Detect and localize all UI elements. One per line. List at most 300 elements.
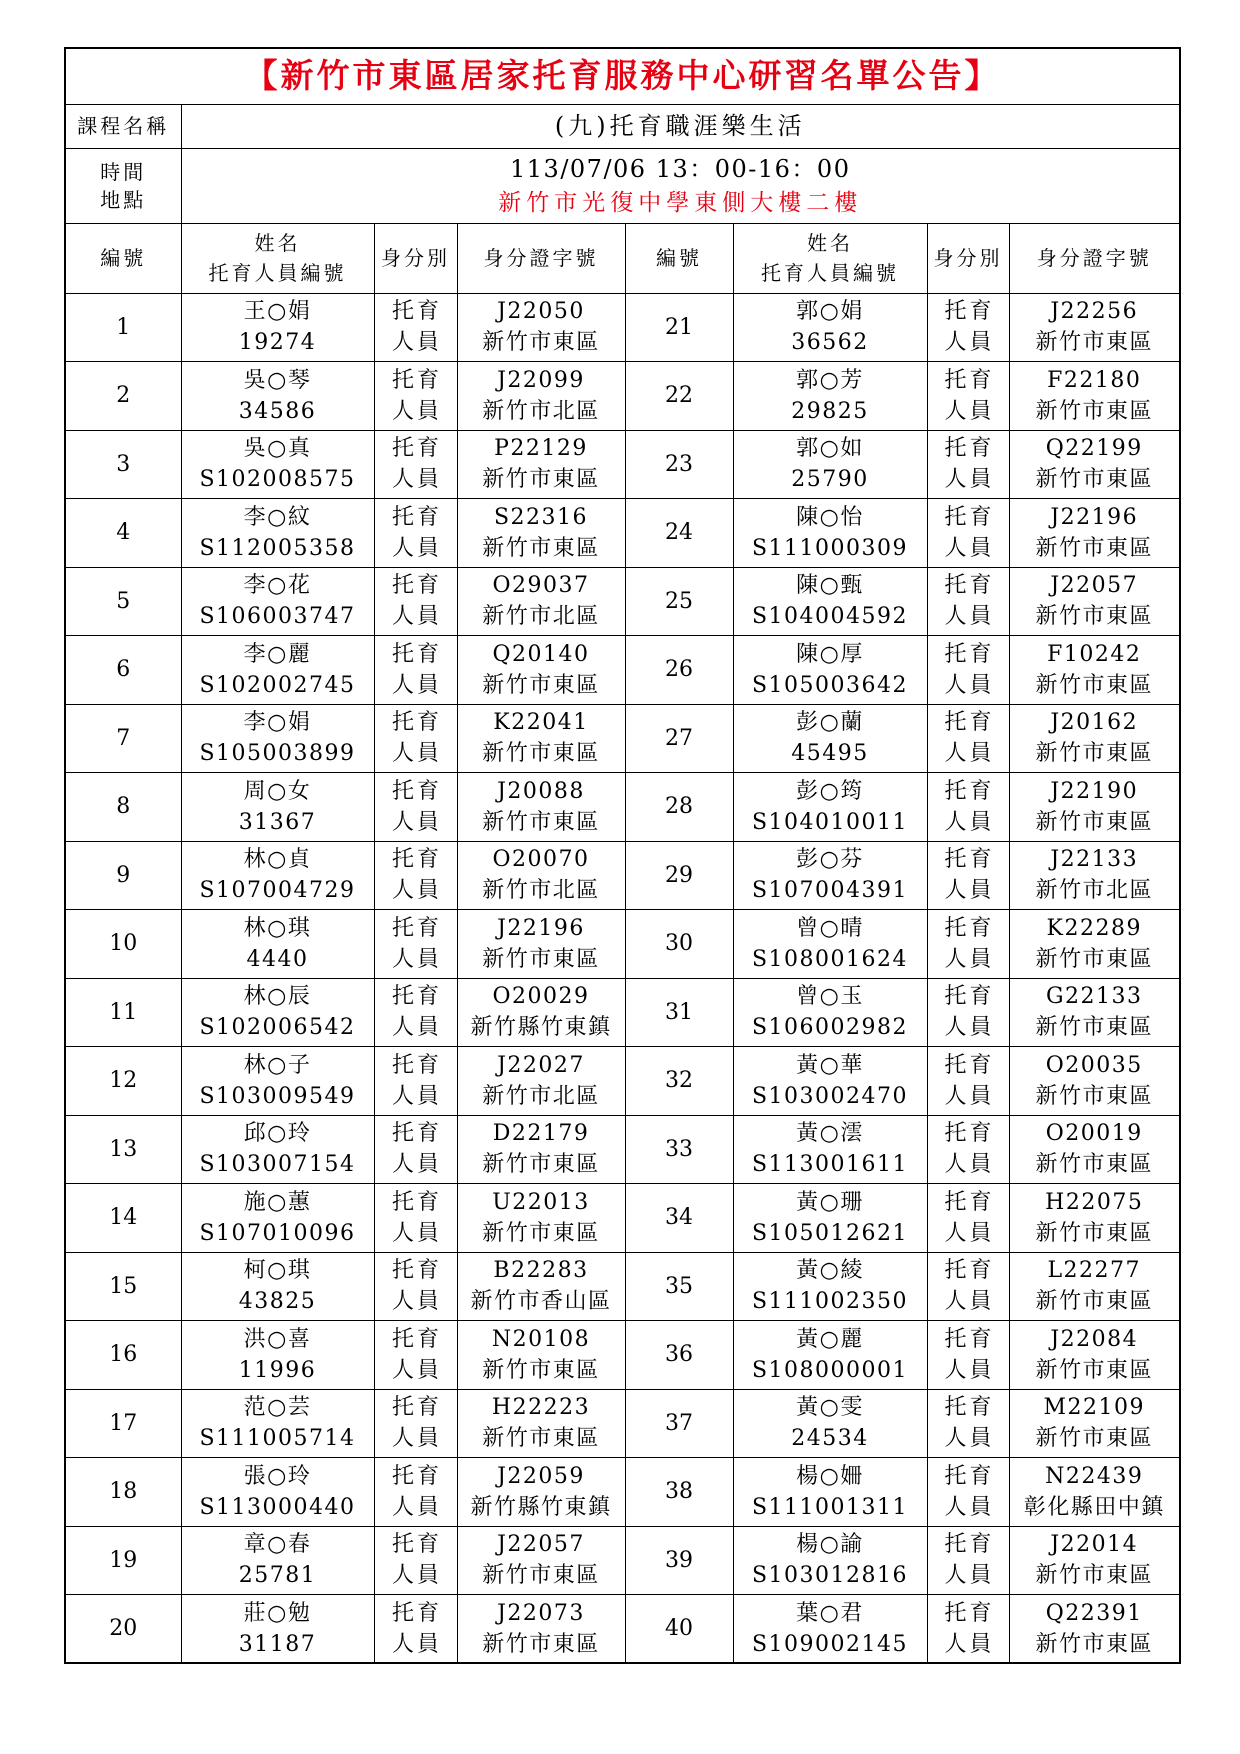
id-number-cell [457,1389,625,1458]
entry-number-cell [65,567,181,636]
name-cell [181,1047,374,1116]
name-cell [181,978,374,1047]
course-name: (九)托育職涯樂生活 [181,104,1180,148]
entry-number: 15 [109,1273,138,1299]
staff-number: S111002350 [751,1289,909,1315]
name-cell [181,293,374,362]
entry-number-cell [65,1184,181,1253]
id-number: S22316 [493,504,589,530]
identity-type: 托育人員 [944,1121,995,1178]
table-row [65,704,1180,773]
entry-number: 8 [116,794,131,820]
caregiver-name: 章○春 [243,1532,312,1558]
header-name-left [181,223,374,293]
district: 新竹市東區 [482,946,600,972]
entry-number: 9 [116,862,131,888]
district: 新竹市東區 [1035,1220,1153,1246]
identity-type: 托育人員 [391,641,442,698]
identity-type: 托育人員 [944,299,995,356]
staff-number: S111000309 [751,535,909,561]
name-cell [181,1252,374,1321]
id-number: J22050 [497,299,585,325]
id-number: Q22391 [1045,1600,1143,1626]
caregiver-name: 柯○琪 [243,1258,312,1284]
identity-cell [927,1047,1009,1116]
id-number: H22223 [491,1395,591,1421]
id-number-cell [457,704,625,773]
training-roster-table [64,47,1181,1664]
identity-cell [927,1526,1009,1595]
district: 新竹市東區 [1035,1015,1153,1041]
identity-cell [374,1252,457,1321]
table-row [65,1321,1180,1390]
caregiver-name: 曾○晴 [796,915,864,941]
id-number: D22179 [492,1121,590,1147]
staff-number: S106003747 [199,604,356,630]
district: 新竹縣竹東鎮 [470,1494,612,1520]
id-number-cell [457,636,625,705]
table-row [65,1389,1180,1458]
id-number: J22133 [1050,847,1139,873]
table-row [65,841,1180,910]
header-staff-number-label: 托育人員編號 [761,261,899,285]
identity-type: 托育人員 [391,1532,442,1589]
entry-number-cell [625,1115,733,1184]
id-number-cell [1009,499,1180,568]
id-number: M22109 [1043,1395,1145,1421]
course-label: 課程名稱 [65,104,181,148]
caregiver-name: 林○子 [243,1052,312,1078]
staff-number: S107010096 [199,1220,356,1246]
page-title: 【新竹市東區居家托育服務中心研習名單公告】 [65,48,1180,104]
entry-number-cell [625,636,733,705]
name-cell [733,430,927,499]
caregiver-name: 黃○綾 [796,1258,864,1284]
staff-number: S103002470 [751,1083,909,1109]
entry-number-cell [625,1321,733,1390]
header-identity-right: 身分別 [927,223,1009,293]
identity-type: 托育人員 [944,915,995,972]
entry-number-cell [65,841,181,910]
id-number: J22059 [497,1463,585,1489]
identity-cell [374,567,457,636]
name-cell [733,1252,927,1321]
identity-cell [927,978,1009,1047]
staff-number: S105012621 [751,1220,909,1246]
entry-number-cell [65,910,181,979]
id-number: J22196 [497,915,585,941]
id-number: J22190 [1050,778,1139,804]
identity-cell [374,910,457,979]
table-row [65,499,1180,568]
district: 新竹市東區 [482,330,600,356]
entry-number-cell [65,636,181,705]
id-number: J20088 [497,778,585,804]
identity-cell [927,567,1009,636]
identity-type: 托育人員 [391,1326,442,1383]
name-cell [733,362,927,431]
name-cell [181,910,374,979]
identity-type: 托育人員 [944,436,995,493]
identity-type: 托育人員 [391,1052,442,1109]
name-cell [181,499,374,568]
staff-number: S105003642 [751,672,909,698]
identity-cell [374,1321,457,1390]
staff-number: 31367 [238,809,317,835]
name-cell [181,1458,374,1527]
course-row [65,104,1180,148]
staff-number: 34586 [238,398,317,424]
table-row [65,430,1180,499]
name-cell [181,567,374,636]
id-number-cell [457,1115,625,1184]
identity-cell [927,910,1009,979]
name-cell [733,1047,927,1116]
staff-number: 31187 [238,1631,317,1657]
entry-number: 29 [665,862,693,888]
identity-type: 托育人員 [391,915,442,972]
staff-number: 45495 [791,741,869,767]
staff-number: S105003899 [199,741,356,767]
id-number-cell [1009,1595,1180,1664]
caregiver-name: 李○紋 [243,504,312,530]
announcement-sheet [64,47,1179,1664]
district: 新竹市東區 [482,672,600,698]
staff-number: S102008575 [199,467,356,493]
district: 新竹市香山區 [470,1289,612,1315]
id-number: P22129 [494,436,588,462]
identity-cell [927,1115,1009,1184]
id-number: U22013 [492,1189,590,1215]
entry-number-cell [65,1321,181,1390]
entry-number: 19 [109,1547,138,1573]
entry-number-cell [625,362,733,431]
id-number-cell [457,1526,625,1595]
header-identity-left: 身分別 [374,223,457,293]
id-number-cell [457,1047,625,1116]
table-row [65,1047,1180,1116]
identity-type: 托育人員 [944,1189,995,1246]
entry-number-cell [65,978,181,1047]
district: 新竹市東區 [1035,741,1153,767]
district: 新竹市東區 [1035,535,1153,561]
name-cell [181,430,374,499]
staff-number: S107004729 [199,878,356,904]
id-number-cell [1009,430,1180,499]
entry-number-cell [625,841,733,910]
entry-number-cell [65,704,181,773]
identity-cell [374,499,457,568]
entry-number-cell [625,704,733,773]
entry-number: 24 [665,520,693,546]
district: 新竹市東區 [1035,1563,1153,1589]
caregiver-name: 李○花 [243,573,312,599]
caregiver-name: 林○貞 [243,847,312,873]
entry-number-cell [65,430,181,499]
entry-number: 18 [109,1479,138,1505]
district: 新竹市東區 [1035,1152,1153,1178]
entry-number-cell [625,499,733,568]
caregiver-name: 彭○筠 [796,778,864,804]
entry-number: 12 [109,1068,138,1094]
header-name-right [733,223,927,293]
identity-cell [374,1184,457,1253]
entry-number: 35 [665,1273,693,1299]
id-number: F10242 [1047,641,1142,667]
id-number: J22099 [497,367,585,393]
name-cell [733,1115,927,1184]
caregiver-name: 陳○厚 [796,641,864,667]
identity-type: 托育人員 [944,641,995,698]
district: 新竹市東區 [482,809,600,835]
caregiver-name: 林○琪 [243,915,312,941]
staff-number: S113001611 [751,1152,909,1178]
table-row [65,1595,1180,1664]
id-number: O29037 [492,573,590,599]
name-cell [181,1389,374,1458]
staff-number: 29825 [791,398,869,424]
name-cell [733,636,927,705]
entry-number: 11 [109,999,138,1025]
id-number-cell [1009,1252,1180,1321]
table-row [65,636,1180,705]
caregiver-name: 曾○玉 [796,984,864,1010]
caregiver-name: 吳○真 [243,436,312,462]
staff-number: S111001311 [751,1494,909,1520]
district: 新竹市東區 [482,1426,600,1452]
entry-number-cell [65,1595,181,1664]
identity-cell [374,1526,457,1595]
id-number-cell [1009,1526,1180,1595]
caregiver-name: 黃○雯 [796,1395,864,1421]
id-number: K22289 [1046,915,1142,941]
name-cell [733,978,927,1047]
id-number-cell [457,1458,625,1527]
entry-number-cell [65,1252,181,1321]
identity-cell [374,430,457,499]
name-cell [733,293,927,362]
header-name-label: 姓名 [254,231,301,255]
id-number: J22256 [1050,299,1139,325]
district: 新竹市東區 [1035,1289,1153,1315]
table-row [65,1526,1180,1595]
id-number-cell [1009,978,1180,1047]
entry-number-cell [65,1526,181,1595]
district: 新竹縣竹東鎮 [470,1015,612,1041]
caregiver-name: 郭○娟 [796,299,864,325]
name-cell [181,362,374,431]
identity-cell [927,1389,1009,1458]
identity-cell [927,1595,1009,1664]
identity-type: 托育人員 [944,1532,995,1589]
id-number: J22084 [1050,1326,1139,1352]
id-number-cell [457,841,625,910]
id-number-cell [457,1595,625,1664]
identity-cell [374,1458,457,1527]
name-cell [733,499,927,568]
district: 新竹市北區 [482,1083,600,1109]
entry-number-cell [65,1047,181,1116]
id-number-cell [1009,293,1180,362]
header-id-number-right: 身分證字號 [1009,223,1180,293]
identity-type: 托育人員 [944,1326,995,1383]
identity-cell [374,636,457,705]
district: 新竹市東區 [1035,467,1153,493]
location-label: 地點 [100,187,147,212]
identity-cell [927,773,1009,842]
entry-number: 36 [665,1342,693,1368]
name-cell [733,1321,927,1390]
identity-type: 托育人員 [944,1395,995,1452]
district: 新竹市東區 [482,535,600,561]
id-number-cell [457,430,625,499]
identity-cell [374,362,457,431]
name-cell [733,910,927,979]
entry-number: 33 [665,1136,693,1162]
header-id-number-left: 身分證字號 [457,223,625,293]
id-number: J22057 [1050,573,1139,599]
staff-number: 19274 [238,330,317,356]
staff-number: S102002745 [199,672,356,698]
name-cell [181,1321,374,1390]
identity-type: 托育人員 [944,847,995,904]
identity-cell [927,704,1009,773]
entry-number: 1 [116,314,131,340]
id-number: O20070 [492,847,590,873]
district: 新竹市東區 [482,1631,600,1657]
id-number-cell [1009,1321,1180,1390]
entry-number-cell [65,1389,181,1458]
entry-number: 16 [109,1342,138,1368]
table-row [65,773,1180,842]
staff-number: S107004391 [751,878,909,904]
caregiver-name: 施○蕙 [243,1189,312,1215]
entry-number: 22 [665,383,693,409]
entry-number: 39 [665,1547,693,1573]
id-number-cell [1009,1184,1180,1253]
identity-cell [374,978,457,1047]
caregiver-name: 彭○蘭 [796,710,864,736]
id-number-cell [457,978,625,1047]
identity-type: 托育人員 [391,847,442,904]
district: 新竹市東區 [482,467,600,493]
id-number-cell [1009,1389,1180,1458]
entry-number: 30 [665,931,693,957]
entry-number: 14 [109,1205,138,1231]
caregiver-name: 李○麗 [243,641,312,667]
district: 新竹市東區 [1035,672,1153,698]
identity-type: 托育人員 [944,778,995,835]
staff-number: S108000001 [751,1357,909,1383]
schedule-row [65,148,1180,223]
entry-number-cell [625,1595,733,1664]
id-number-cell [457,1321,625,1390]
caregiver-name: 邱○玲 [243,1121,312,1147]
name-cell [181,704,374,773]
identity-cell [374,1389,457,1458]
staff-number: S112005358 [199,535,356,561]
caregiver-name: 陳○甄 [796,573,864,599]
header-name-label: 姓名 [807,231,853,255]
caregiver-name: 張○玲 [243,1463,312,1489]
district: 新竹市東區 [482,1563,600,1589]
caregiver-name: 黃○珊 [796,1189,864,1215]
id-number-cell [1009,362,1180,431]
header-staff-number-label: 托育人員編號 [208,261,347,285]
caregiver-name: 郭○芳 [796,367,864,393]
caregiver-name: 范○芸 [243,1395,312,1421]
id-number: Q20140 [492,641,590,667]
entry-number-cell [625,567,733,636]
caregiver-name: 林○辰 [243,984,312,1010]
name-cell [733,567,927,636]
time-label: 時間 [100,159,147,184]
header-number-right: 編號 [625,223,733,293]
entry-number-cell [625,910,733,979]
entry-number: 28 [665,794,693,820]
name-cell [733,841,927,910]
id-number: O20035 [1045,1052,1143,1078]
identity-type: 托育人員 [944,984,995,1041]
entry-number: 37 [665,1410,693,1436]
caregiver-name: 陳○怡 [796,504,864,530]
entry-number-cell [65,293,181,362]
table-row [65,293,1180,362]
entry-number: 4 [116,520,131,546]
roster-entries [65,293,1180,1663]
entry-number: 17 [109,1410,138,1436]
identity-cell [374,773,457,842]
id-number: H22075 [1045,1189,1144,1215]
caregiver-name: 楊○諭 [796,1532,864,1558]
identity-type: 托育人員 [391,1600,442,1657]
staff-number: S104010011 [751,809,909,835]
identity-cell [374,293,457,362]
name-cell [733,1184,927,1253]
staff-number: S102006542 [199,1015,356,1041]
name-cell [733,773,927,842]
caregiver-name: 黃○華 [796,1052,864,1078]
district: 新竹市東區 [1035,330,1153,356]
id-number: O20029 [492,984,590,1010]
staff-number: S108001624 [751,946,909,972]
id-number: N20108 [491,1326,591,1352]
caregiver-name: 王○娟 [243,299,312,325]
entry-number: 38 [665,1479,693,1505]
entry-number: 21 [665,314,693,340]
staff-number: S106002982 [751,1015,909,1041]
schedule-label-cell [65,148,181,223]
entry-number-cell [625,1184,733,1253]
district: 新竹市東區 [482,1152,600,1178]
caregiver-name: 黃○澐 [796,1121,864,1147]
staff-number: S103012816 [751,1563,909,1589]
identity-type: 托育人員 [391,778,442,835]
id-number: J22027 [497,1052,585,1078]
identity-type: 托育人員 [944,710,995,767]
district: 新竹市東區 [1035,1426,1153,1452]
identity-type: 托育人員 [391,1395,442,1452]
caregiver-name: 吳○琴 [243,367,312,393]
id-number-cell [1009,567,1180,636]
entry-number-cell [65,362,181,431]
caregiver-name: 彭○芬 [796,847,864,873]
entry-number: 40 [665,1616,693,1641]
id-number-cell [457,293,625,362]
district: 新竹市東區 [482,1357,600,1383]
entry-number: 26 [665,657,693,683]
entry-number-cell [625,978,733,1047]
